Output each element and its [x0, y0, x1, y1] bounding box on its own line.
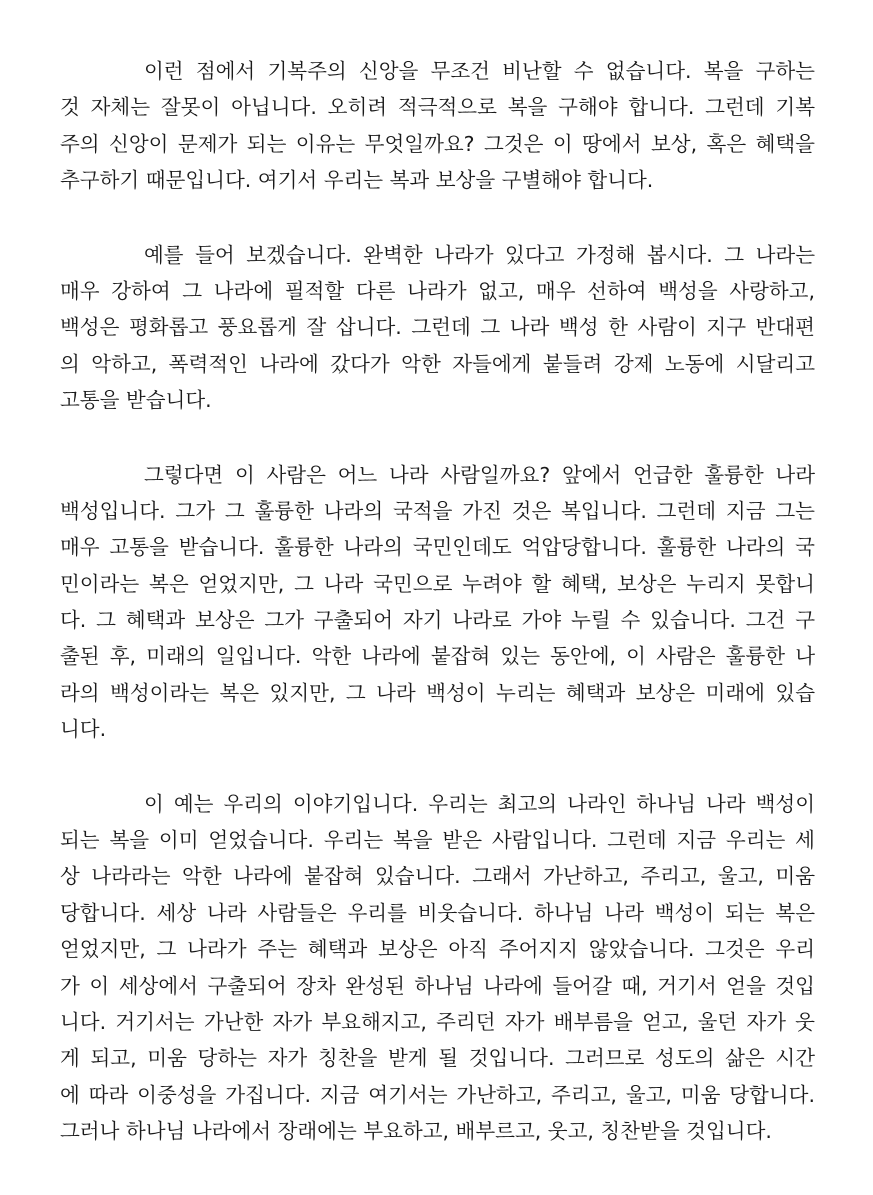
text-line: 니다. 거기서는 가난한 자가 부요해지고, 주리던 자가 배부름을 얻고, 울던 자가 웃 [60, 1009, 815, 1034]
text-line: 에 따라 이중성을 가집니다. 지금 여기서는 가난하고, 주리고, 울고, 미움 당합니다. [60, 1082, 815, 1107]
text-line: 게 되고, 미움 당하는 자가 칭찬을 받게 될 것입니다. 그러므로 성도의 삶은 시간 [60, 1046, 815, 1071]
text-line: 얻었지만, 그 나라가 주는 혜택과 보상은 아직 주어지지 않았습니다. 그것은 우리 [60, 937, 815, 962]
text-line: 되는 복을 이미 얻었습니다. 우리는 복을 받은 사람입니다. 그런데 지금 우리는 세 [60, 828, 815, 853]
text-line: 민이라는 복은 얻었지만, 그 나라 국민으로 누려야 할 혜택, 보상은 누리지 못합니 [60, 571, 815, 596]
text-line: 추구하기 때문입니다. 여기서 우리는 복과 보상을 구별해야 합니다. [60, 168, 654, 193]
paragraph-2 [60, 237, 815, 419]
text-line: 니다. [60, 717, 107, 742]
paragraph-4 [60, 786, 815, 1150]
paragraph-3 [60, 457, 815, 748]
text-line: 출된 후, 미래의 일입니다. 악한 나라에 붙잡혀 있는 동안에, 이 사람은 훌륭한 나 [60, 644, 815, 669]
text-line: 다. 그 혜택과 보상은 그가 구출되어 자기 나라로 가야 누릴 수 있습니다. 그건 구 [60, 608, 815, 633]
text-line: 것 자체는 잘못이 아닙니다. 오히려 적극적으로 복을 구해야 합니다. 그런데 기복 [60, 95, 815, 120]
text-line: 매우 고통을 받습니다. 훌륭한 나라의 국민인데도 억압당합니다. 훌륭한 나라의 국 [60, 535, 815, 560]
text-line: 그러나 하나님 나라에서 장래에는 부요하고, 배부르고, 웃고, 칭찬받을 것입니다. [60, 1119, 772, 1144]
text-line: 주의 신앙이 문제가 되는 이유는 무엇일까요? 그것은 이 땅에서 보상, 혹은 혜택을 [60, 131, 815, 156]
text-line: 상 나라라는 악한 나라에 붙잡혀 있습니다. 그래서 가난하고, 주리고, 울고, 미움 [60, 864, 815, 889]
text-line: 라의 백성이라는 복은 있지만, 그 나라 백성이 누리는 혜택과 보상은 미래에 있습 [60, 680, 816, 705]
paragraph-1 [60, 53, 815, 199]
text-line: 이런 점에서 기복주의 신앙을 무조건 비난할 수 없습니다. 복을 구하는 [144, 59, 815, 83]
text-line: 매우 강하여 그 나라에 필적할 다른 나라가 없고, 매우 선하여 백성을 사랑하고, [60, 278, 815, 303]
text-line: 당합니다. 세상 나라 사람들은 우리를 비웃습니다. 하나님 나라 백성이 되는 복은 [60, 900, 815, 925]
text-line: 의 악하고, 폭력적인 나라에 갔다가 악한 자들에게 붙들려 강제 노동에 시달리고 [60, 351, 815, 376]
text-line: 백성은 평화롭고 풍요롭게 잘 삽니다. 그런데 그 나라 백성 한 사람이 지구 반대편 [60, 315, 815, 340]
text-line: 이 예는 우리의 이야기입니다. 우리는 최고의 나라인 하나님 나라 백성이 [144, 791, 815, 816]
text-line: 예를 들어 보겠습니다. 완벽한 나라가 있다고 가정해 봅시다. 그 나라는 [144, 242, 815, 267]
text-line: 백성입니다. 그가 그 훌륭한 나라의 국적을 가진 것은 복입니다. 그런데 지금 그는 [60, 498, 815, 523]
text-line: 그렇다면 이 사람은 어느 나라 사람일까요? 앞에서 언급한 훌륭한 나라 [144, 462, 815, 487]
text-line: 고통을 받습니다. [60, 388, 212, 413]
text-line: 가 이 세상에서 구출되어 장차 완성된 하나님 나라에 들어갈 때, 거기서 얻을 것입 [60, 973, 815, 998]
